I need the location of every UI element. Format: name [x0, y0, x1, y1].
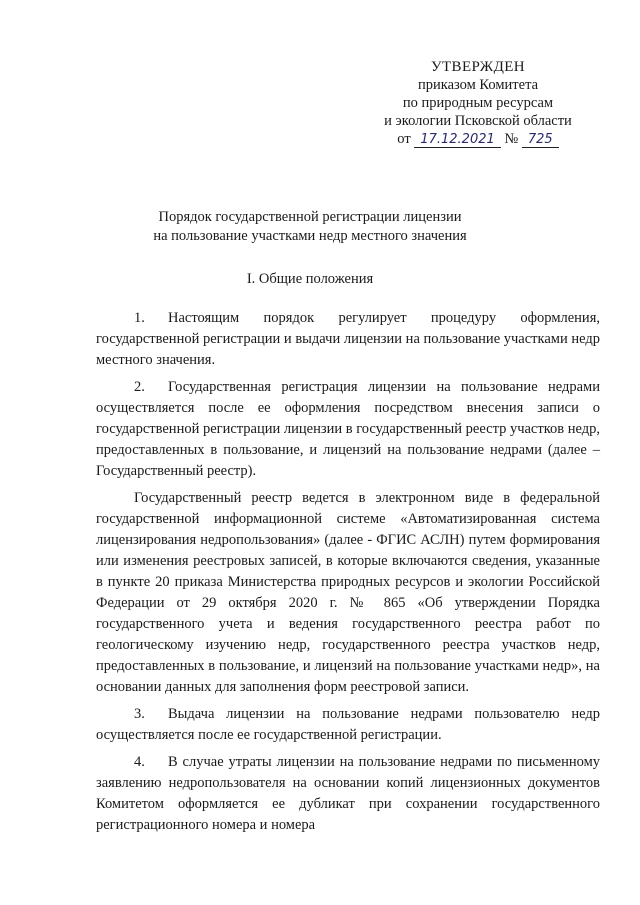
date-prefix: от	[397, 131, 411, 147]
document-body	[96, 308, 600, 842]
paragraph-3	[96, 704, 600, 746]
date-value: 17.12.2021	[414, 132, 500, 148]
number-prefix: №	[504, 131, 519, 147]
paragraph-4	[96, 752, 600, 836]
approval-line-2: по природным ресурсам	[402, 95, 554, 111]
document-title-line-1: Порядок государственной регистрации лицензии	[158, 209, 462, 225]
paragraph-number: 1.	[134, 310, 145, 326]
paragraph-number: 4.	[134, 754, 145, 770]
approval-block	[368, 58, 588, 148]
paragraph-text: Выдача лицензии на пользование недрами пользователю недр осуществляется после ее государственной регистрации.	[96, 706, 600, 743]
paragraph-1	[96, 308, 600, 371]
approval-line-3: и экологии Псковской области	[384, 113, 572, 129]
paragraph-text: Государственный реестр ведется в электронном виде в федеральной государственной информационной системе «Автоматизированная система лицензирования недропользования» (далее - ФГИС АСЛН) путем формирования или изменения реестровых записей, в которые включаются сведения, указанные в пункте 20 приказа Министерства природных ресурсов и экологии Российской Федерации от 29 октября 2020 г. № 865 «Об утверждении Порядка государственного учета и ведения государственного реестра работ по геологическому изучению недр, государственного реестра участков недр, предоставленных в пользование, и лицензий на пользование участками недр», на основании данных для заполнения форм реестровой записи.	[96, 490, 600, 695]
approval-date-line	[368, 130, 588, 148]
section-title: I. Общие положения	[246, 271, 374, 287]
approval-heading: УТВЕРЖДЕН	[430, 59, 526, 75]
paragraph-2	[96, 377, 600, 482]
order-number-value: 725	[522, 132, 559, 148]
paragraph-text: Настоящим порядок регулирует процедуру оформления, государственной регистрации и выдачи лицензии на пользование участками недр местного значения.	[96, 310, 600, 368]
paragraph-2-continued	[96, 488, 600, 698]
document-title-line-2: на пользование участками недр местного значения	[153, 228, 467, 244]
document-title	[90, 208, 530, 246]
paragraph-number: 3.	[134, 706, 145, 722]
paragraph-number: 2.	[134, 379, 145, 395]
paragraph-text: В случае утраты лицензии на пользование недрами по письменному заявлению недропользователя на основании копий лицензионных документов Комитетом оформляется ее дубликат при сохранении государственного регистрационного номера и номера	[96, 754, 600, 833]
approval-line-1: приказом Комитета	[417, 77, 539, 93]
paragraph-text: Государственная регистрация лицензии на пользование недрами осуществляется после ее оформления посредством внесения записи о государственной регистрации лицензии в государственный реестр участков недр, предоставленных в пользование, и лицензий на пользование недрами (далее – Государственный реестр).	[96, 379, 600, 479]
